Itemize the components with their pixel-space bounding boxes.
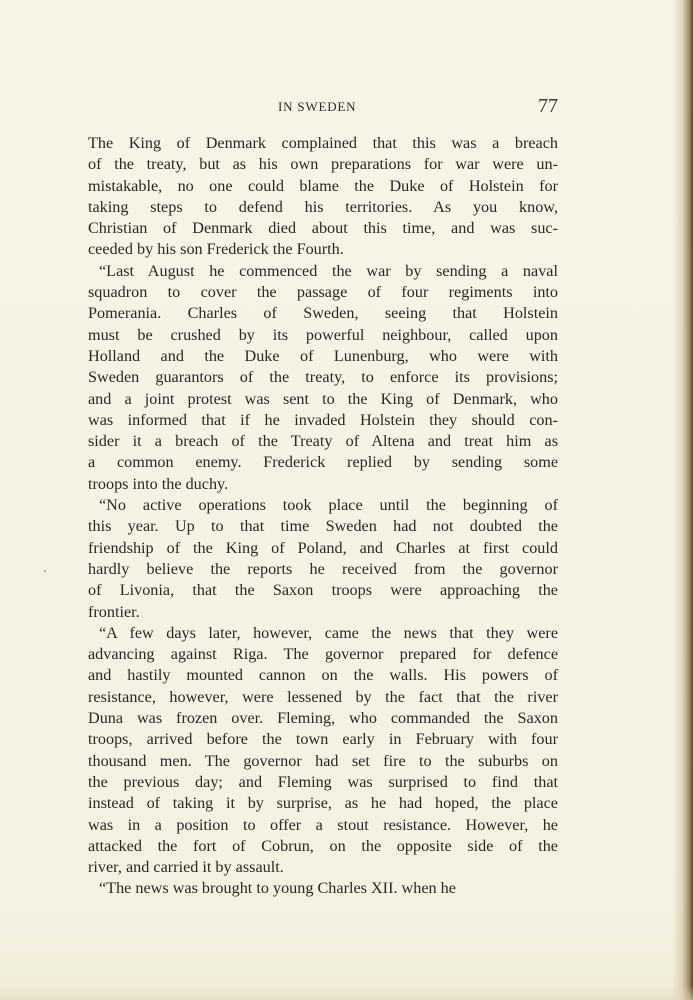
text-line: Sweden guarantors of the treaty, to enforce its provisions; bbox=[88, 368, 558, 387]
text-line: Christian of Denmark died about this time, and was suc- bbox=[88, 219, 558, 238]
text-line: ceeded by his son Frederick the Fourth. bbox=[88, 240, 344, 259]
text-line: was in a position to offer a stout resistance. However, he bbox=[88, 815, 558, 834]
text-line: must be crushed by its powerful neighbour, called upon bbox=[88, 325, 558, 344]
text-line: squadron to cover the passage of four regiments into bbox=[88, 283, 558, 302]
text-line: troops into the duchy. bbox=[88, 474, 229, 493]
text-line: resistance, however, were lessened by the fact that the river bbox=[88, 687, 558, 706]
text-line: “The news was brought to young Charles XII. when he bbox=[99, 879, 456, 898]
text-line: attacked the fort of Cobrun, on the opposite side of the bbox=[88, 836, 558, 855]
text-line: sider it a breach of the Treaty of Altena and treat him as bbox=[88, 432, 558, 451]
page-bottom-edge bbox=[0, 985, 693, 1000]
text-line: hardly believe the reports he received from the governor bbox=[88, 559, 558, 578]
text-line: of Livonia, that the Saxon troops were approaching the bbox=[88, 581, 558, 600]
text-line: thousand men. The governor had set fire to the suburbs on bbox=[88, 751, 558, 770]
page-number: 77 bbox=[538, 95, 558, 117]
text-line: “Last August he commenced the war by sending a naval bbox=[99, 261, 558, 280]
text-line: friendship of the King of Poland, and Charles at first could bbox=[88, 538, 558, 557]
text-line: the previous day; and Fleming was surprised to find that bbox=[88, 772, 558, 791]
page-header bbox=[88, 95, 558, 121]
text-line: Duna was frozen over. Fleming, who commanded the Saxon bbox=[88, 709, 558, 728]
text-line: mistakable, no one could blame the Duke of Holstein for bbox=[88, 176, 558, 195]
running-title: IN SWEDEN bbox=[278, 99, 357, 114]
text-line: Pomerania. Charles of Sweden, seeing that Holstein bbox=[88, 304, 558, 323]
text-line: a common enemy. Frederick replied by sending some bbox=[88, 453, 558, 472]
text-line: troops, arrived before the town early in February with four bbox=[88, 730, 558, 749]
text-line: and a joint protest was sent to the King of Denmark, who bbox=[88, 389, 558, 408]
text-line: frontier. bbox=[88, 602, 140, 621]
text-line: “A few days later, however, came the news that they were bbox=[99, 623, 558, 642]
text-line: instead of taking it by surprise, as he had hoped, the place bbox=[88, 794, 558, 813]
text-line: was informed that if he invaded Holstein they should con- bbox=[88, 410, 558, 429]
text-line: this year. Up to that time Sweden had not doubted the bbox=[88, 517, 558, 536]
text-line: taking steps to defend his territories. As you know, bbox=[88, 197, 558, 216]
text-line: river, and carried it by assault. bbox=[88, 858, 284, 877]
text-line: The King of Denmark complained that this was a breach bbox=[88, 134, 558, 152]
body-text bbox=[88, 133, 558, 900]
text-line: advancing against Riga. The governor prepared for defence bbox=[88, 645, 558, 664]
text-line: “No active operations took place until the beginning of bbox=[99, 496, 558, 515]
text-line: and hastily mounted cannon on the walls. His powers of bbox=[88, 666, 558, 685]
text-line: of the treaty, but as his own preparations for war were un- bbox=[88, 155, 558, 174]
paper-speck bbox=[44, 570, 46, 572]
text-line: Holland and the Duke of Lunenburg, who were with bbox=[88, 346, 558, 365]
